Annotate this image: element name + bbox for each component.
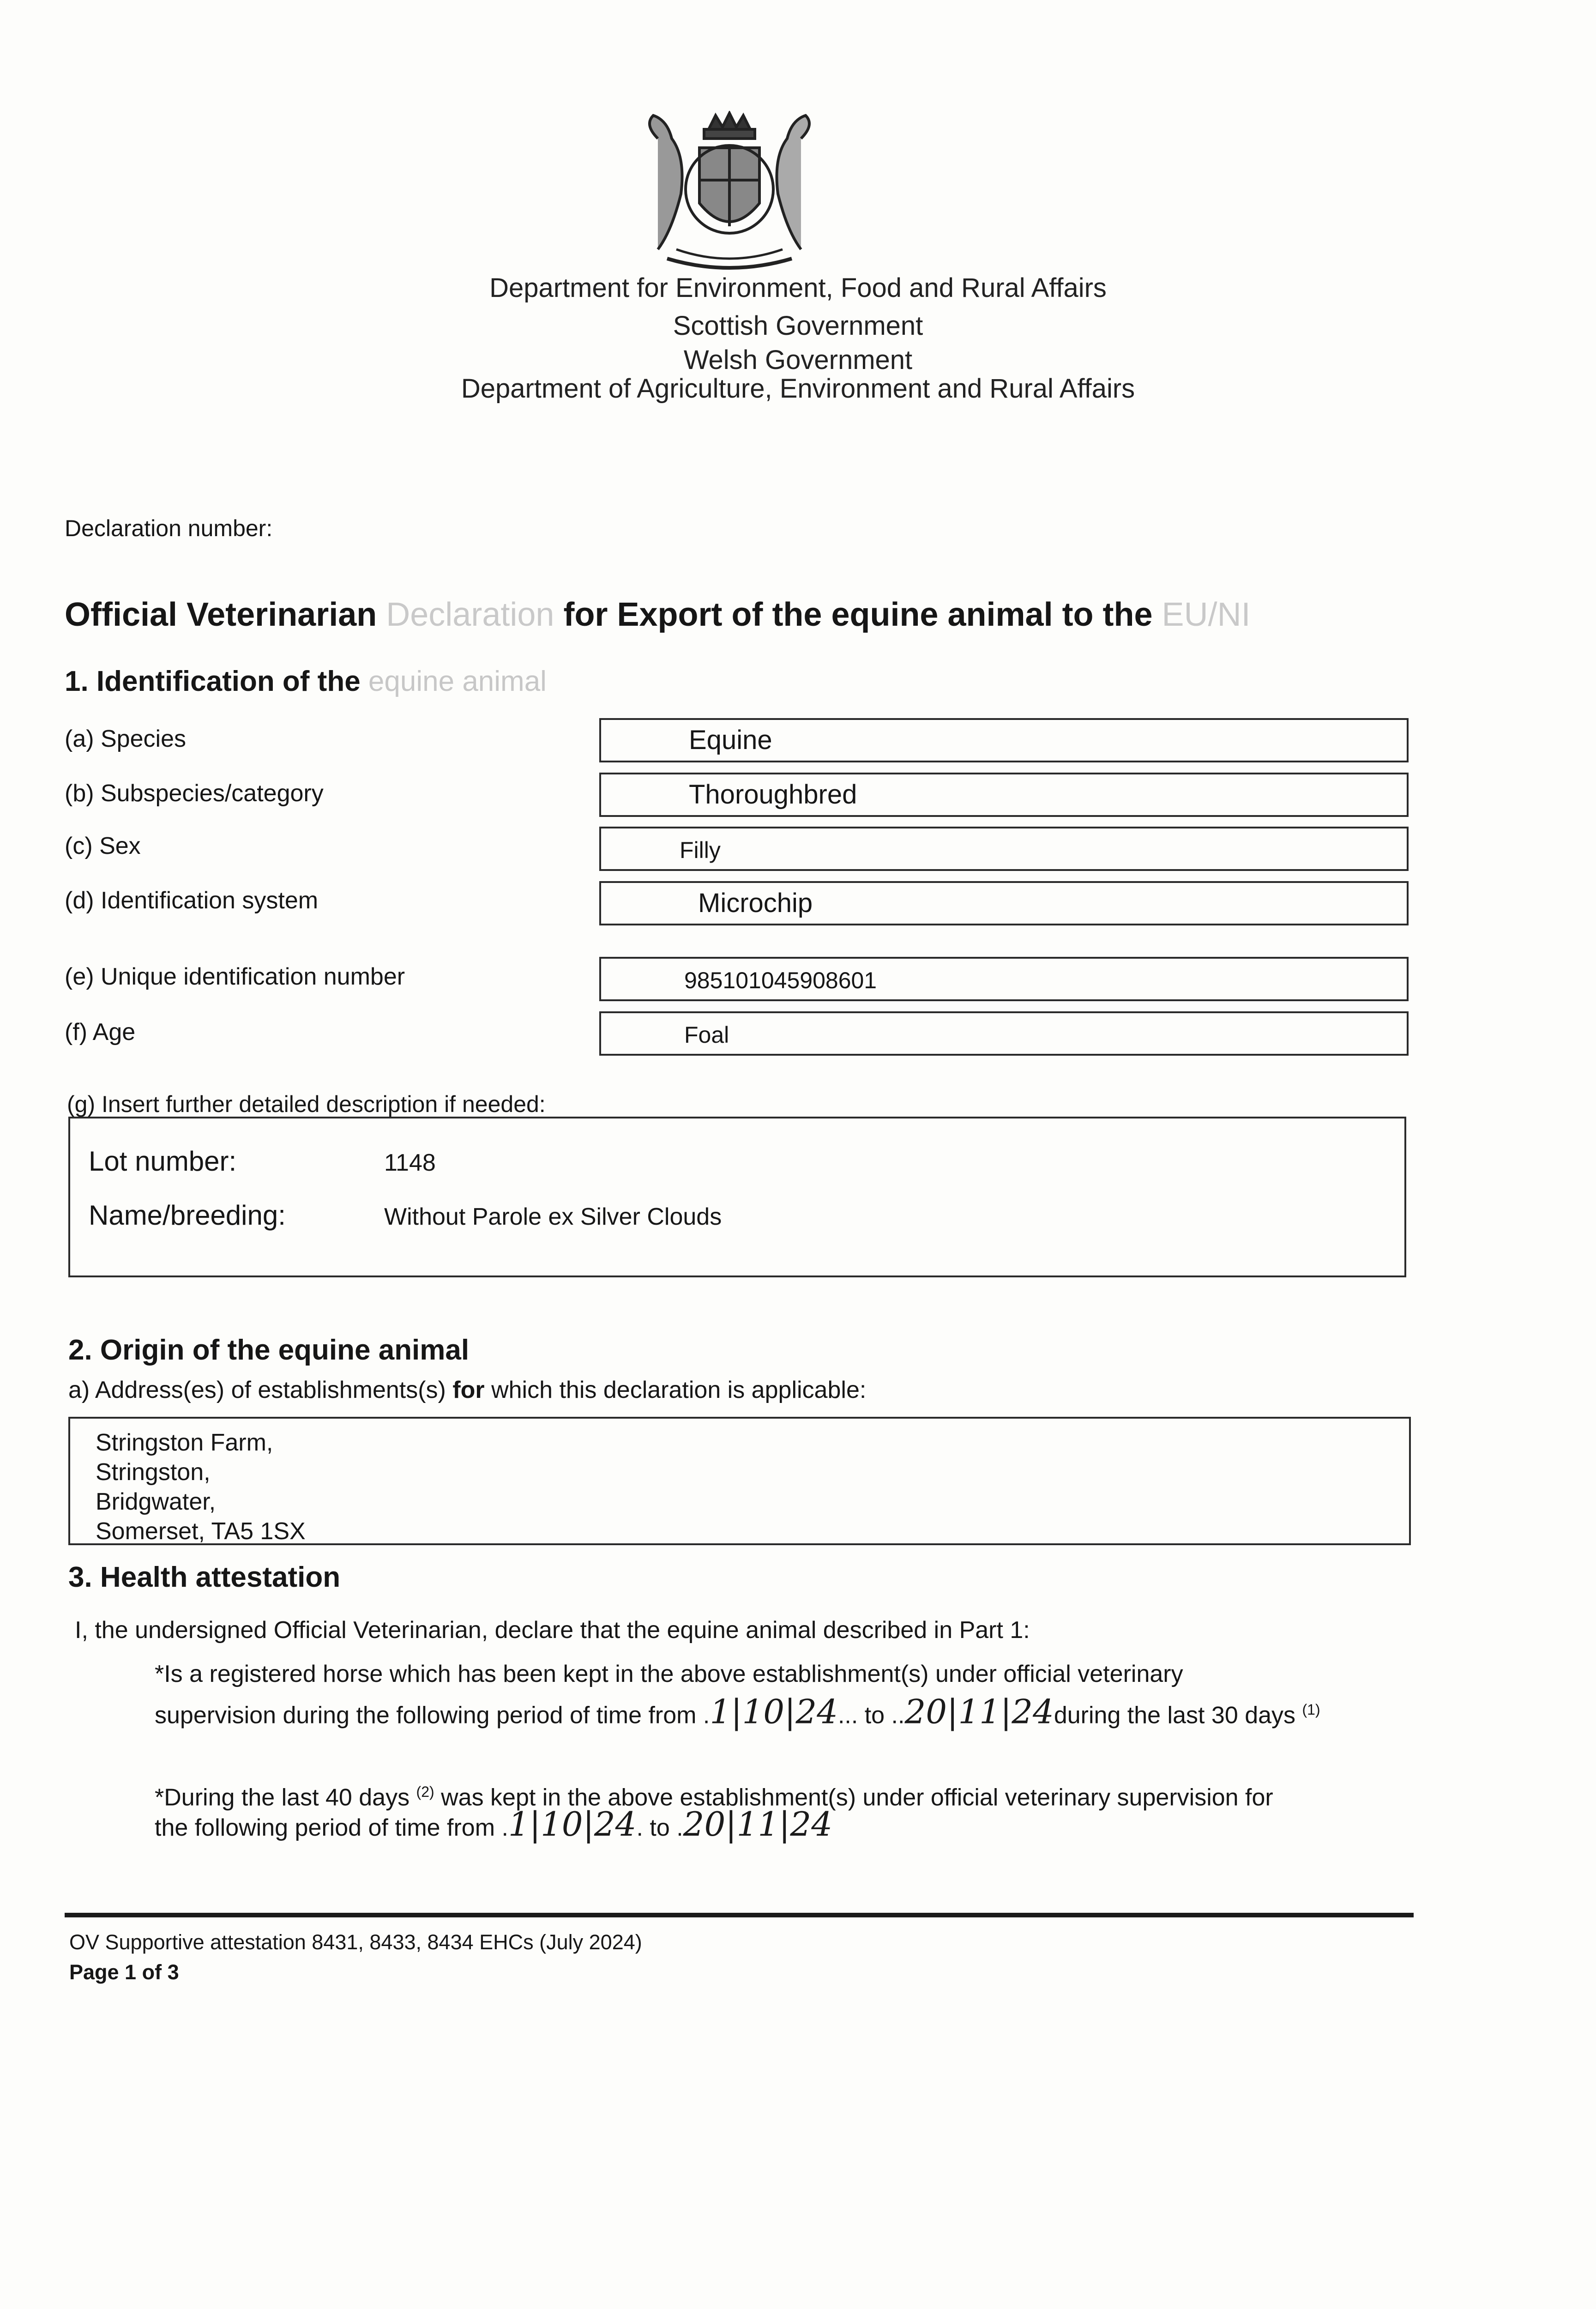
uid-label: (e) Unique identification number xyxy=(65,963,405,990)
p1-to-word: ... to .. xyxy=(837,1702,905,1729)
lot-label: Lot number: xyxy=(89,1146,237,1177)
address-line: Somerset, TA5 1SX xyxy=(96,1518,306,1545)
species-label: (a) Species xyxy=(65,725,186,752)
name-row xyxy=(89,1199,722,1231)
attestation-p2-line2 xyxy=(155,1805,833,1844)
declaration-number-label: Declaration number: xyxy=(65,515,273,541)
p2-to-date: 20|11|24 xyxy=(683,1805,833,1844)
species-value: Equine xyxy=(689,725,772,755)
dept-scottish: Scottish Government xyxy=(673,311,923,341)
section2-heading: 2. Origin of the equine animal xyxy=(68,1334,470,1366)
department-header xyxy=(0,0,1596,416)
address-label xyxy=(68,1376,866,1404)
lot-value: 1148 xyxy=(384,1149,436,1176)
further-description-label: (g) Insert further detailed description if needed: xyxy=(67,1091,546,1117)
name-value: Without Parole ex Silver Clouds xyxy=(384,1203,722,1230)
address-line: Bridgwater, xyxy=(96,1488,216,1515)
address-box xyxy=(68,1417,1411,1545)
dept-daera: Department of Agriculture, Environment and Rural Affairs xyxy=(461,374,1135,404)
section1-heading-faint: equine animal xyxy=(360,665,547,697)
sex-value: Filly xyxy=(680,837,721,863)
address-line: Stringston, xyxy=(96,1459,211,1486)
sex-label: (c) Sex xyxy=(65,833,141,859)
p2-line1-a: *During the last 40 days xyxy=(155,1784,416,1811)
page-title xyxy=(65,596,1251,634)
footer-page-number: Page 1 of 3 xyxy=(69,1960,179,1984)
subspecies-value: Thoroughbred xyxy=(689,780,857,810)
title-suffix: for Export of the equine animal to the xyxy=(563,596,1162,633)
id-system-field xyxy=(599,881,1409,925)
title-faint-end: EU/NI xyxy=(1162,596,1251,633)
uid-field xyxy=(599,957,1409,1001)
footer-attestation: OV Supportive attestation 8431, 8433, 8434 EHCs (July 2024) xyxy=(69,1930,642,1954)
further-description-box xyxy=(68,1117,1406,1277)
section1-heading xyxy=(65,665,547,698)
address-label-for: for xyxy=(452,1377,485,1403)
id-system-label: (d) Identification system xyxy=(65,887,319,914)
age-label: (f) Age xyxy=(65,1019,136,1046)
title-faint-middle: Declaration xyxy=(377,596,564,633)
title-prefix: Official Veterinarian xyxy=(65,596,377,633)
dept-welsh: Welsh Government xyxy=(683,345,913,375)
p1-from-date: 1|10|24 xyxy=(710,1692,838,1731)
subspecies-label: (b) Subspecies/category xyxy=(65,780,324,807)
attestation-intro: I, the undersigned Official Veterinarian, declare that the equine animal described in Part 1: xyxy=(75,1617,1030,1644)
p2-from-date: 1|10|24 xyxy=(508,1805,637,1844)
section3-heading: 3. Health attestation xyxy=(68,1561,341,1593)
footer-rule xyxy=(65,1913,1414,1917)
id-system-value: Microchip xyxy=(698,888,813,918)
attestation-p1-line2 xyxy=(155,1692,1320,1731)
address-label-b: which this declaration is applicable: xyxy=(484,1377,867,1403)
name-label: Name/breeding: xyxy=(89,1200,286,1231)
p1-footnote-ref: (1) xyxy=(1302,1701,1320,1718)
p2-line1-b: was kept in the above establishment(s) under official veterinary supervision for xyxy=(434,1784,1273,1811)
address-label-a: a) Address(es) of establishments(s) xyxy=(68,1377,453,1403)
p2-footnote-ref: (2) xyxy=(416,1783,434,1800)
p1-line2-text: supervision during the following period of time from . xyxy=(155,1702,710,1729)
dept-defra: Department for Environment, Food and Rural Affairs xyxy=(489,273,1107,303)
uid-value: 985101045908601 xyxy=(684,967,877,993)
p2-to-word: . to . xyxy=(636,1814,683,1841)
address-line: Stringston Farm, xyxy=(96,1429,273,1456)
sex-field xyxy=(599,827,1409,871)
p1-to-date: 20|11|24 xyxy=(904,1692,1054,1731)
section1-heading-text: 1. Identification of the xyxy=(65,665,361,697)
species-field xyxy=(599,718,1409,762)
p1-tail: during the last 30 days xyxy=(1054,1702,1296,1729)
p2-line2-text: the following period of time from . xyxy=(155,1814,508,1841)
attestation-p1-line1: *Is a registered horse which has been kept in the above establishment(s) under official veterinary xyxy=(155,1661,1183,1687)
age-value: Foal xyxy=(684,1022,729,1048)
lot-row xyxy=(89,1145,436,1177)
age-field xyxy=(599,1011,1409,1056)
subspecies-field xyxy=(599,773,1409,817)
